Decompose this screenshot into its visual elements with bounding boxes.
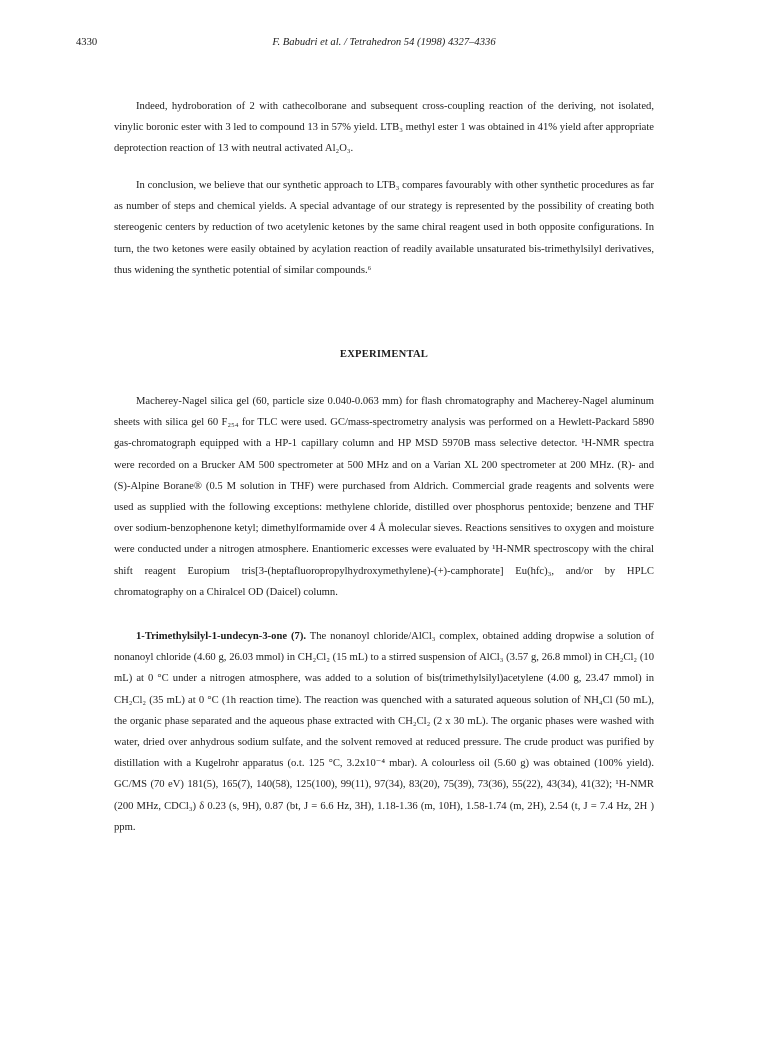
running-head: F. Babudri et al. / Tetrahedron 54 (1998) 4327–4336 [272, 37, 496, 48]
page-header [76, 37, 768, 51]
paragraph-hydroboration [114, 96, 654, 160]
paragraph-conclusion [114, 175, 654, 281]
compound-title: 1-Trimethylsilyl-1-undecyn-3-one (7). [136, 631, 306, 642]
section-heading-experimental: EXPERIMENTAL [339, 349, 429, 360]
paragraph-compound-7 [114, 626, 654, 838]
paragraph-text: In conclusion, we believe that our synthetic approach to LTB₃ compares favourably with other synthetic procedures as far as number of steps and chemical yields. A special advantage of our strategy is represented by the possibility of creating both stereogenic centers by reduction of two acetylenic ketones by the same chiral reagent used in both opposite configurations. In turn, the two ketones were easily obtained by acylation reaction of readily available unsaturated bis-trimethylsilyl derivatives, thus widening the synthetic potential of similar compounds.⁶ [114, 180, 654, 276]
paragraph-text: Indeed, hydroboration of 2 with cathecolborane and subsequent cross-coupling reaction of the deriving, not isolated, vinylic boronic ester with 3 led to compound 13 in 57% yield. LTB₃ methyl ester 1 was obtained in 41% yield after appropriate deprotection reaction of 13 with neutral activated Al₂O₃. [114, 101, 654, 155]
compound-procedure: The nonanoyl chloride/AlCl₃ complex, obtained adding dropwise a solution of nonanoyl chloride (4.60 g, 26.03 mmol) in CH₂Cl₂ (15 mL) to a stirred suspension of AlCl₃ (3.57 g, 26.8 mmol) in CH₂Cl₂ (10 mL) at 0 °C under a nitrogen atmosphere, was added to a solution of bis(trimethylsilyl)acetylene (4.00 g, 23.47 mmol) in CH₂Cl₂ (35 mL) at 0 °C (1h reaction time). The reaction was quenched with a saturated aqueous solution of NH₄Cl (50 mL), the organic phase separated and the aqueous phase extracted with CH₂Cl₂ (2 x 30 mL). The organic phases were washed with water, dried over anhydrous sodium sulfate, and the solvent removed at reduced pressure. The crude product was purified by distillation with a Kugelrohr apparatus (o.t. 125 °C, 3.2x10⁻⁴ mbar). A colourless oil (5.60 g) was obtained (100% yield). GC/MS (70 eV) 181(5), 165(7), 140(58), 125(100), 99(11), 97(34), 83(20), 75(39), 73(36), 55(22), 43(34), 41(32); ¹H-NMR (200 MHz, CDCl₃) δ 0.23 (s, 9H), 0.87 (bt, J = 6.6 Hz, 3H), 1.18-1.36 (m, 10H), 1.58-1.74 (m, 2H), 2.54 (t, J = 7.4 Hz, 2H ) ppm. [114, 631, 654, 833]
paragraph-materials [114, 391, 654, 603]
paragraph-text [114, 626, 654, 838]
page-number: 4330 [76, 37, 98, 48]
paragraph-text: Macherey-Nagel silica gel (60, particle size 0.040-0.063 mm) for flash chromatography and Macherey-Nagel aluminum sheets with silica gel 60 F₂₅₄ for TLC were used. GC/mass-spectrometry analysis was performed on a Hewlett-Packard 5890 gas-chromatograph equipped with a HP-1 capillary column and HP MSD 5970B mass selective detector. ¹H-NMR spectra were recorded on a Brucker AM 500 spectrometer at 500 MHz and on a Varian XL 200 spectrometer at 200 MHz. (R)- and (S)-Alpine Borane® (0.5 M solution in THF) were purchased from Aldrich. Commercial grade reagents and solvents were used as supplied with the following exceptions: methylene chloride, distilled over phosphorus pentoxide; benzene and THF over sodium-benzophenone ketyl; dimethylformamide over 4 Å molecular sieves. Reactions sensitives to oxygen and moisture were conducted under a nitrogen atmosphere. Enantiomeric excesses were evaluated by ¹H-NMR spectroscopy with the chiral shift reagent Europium tris[3-(heptafluoropropylhydroxymethylene)-(+)-camphorate] Eu(hfc)₃, and/or by HPLC chromatography on a Chiralcel OD (Daicel) column. [114, 396, 654, 598]
